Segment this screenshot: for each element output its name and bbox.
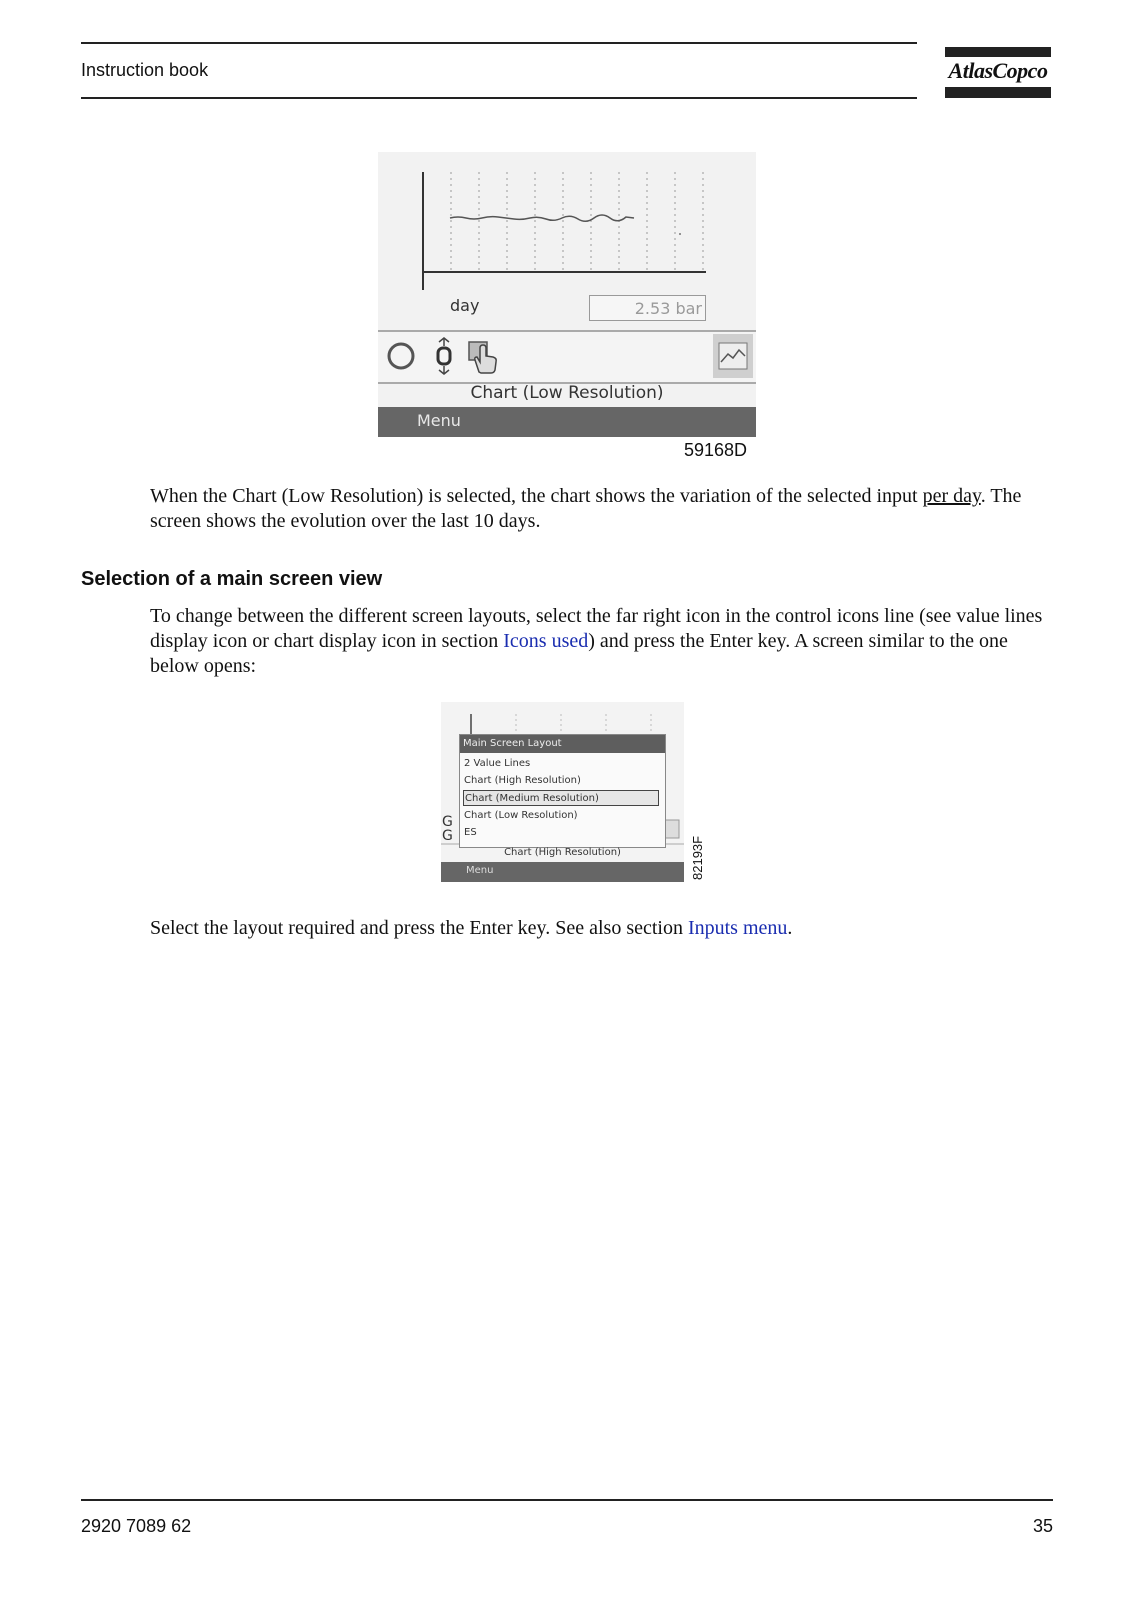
menu-label: Menu (417, 411, 461, 430)
header-bottom-rule (81, 97, 917, 99)
header-title: Instruction book (81, 60, 209, 80)
paragraph-low-resolution: When the Chart (Low Resolution) is selected, the chart shows the variation of the selected input per day. The screen shows the evolution over the last 10 days. (150, 485, 1022, 532)
main-screen-layout-screenshot (441, 702, 684, 882)
header-top-rule (81, 42, 917, 44)
paragraph-change-layout: To change between the different screen layouts, select the far right icon in the control icons line (see value lines display icon or chart display icon in section Icons used) and press the Enter key. A screen similar to the one below opens: (150, 605, 1043, 677)
figure-code: 82193F (690, 835, 705, 880)
link-icons-used[interactable]: Icons used (503, 630, 589, 652)
value-display: 2.53 bar (589, 295, 706, 321)
current-layout-label: Chart (High Resolution) (504, 847, 621, 858)
svg-text:G: G (442, 814, 453, 830)
svg-text:G: G (442, 828, 453, 844)
section-heading: Selection of a main screen view (81, 568, 383, 590)
footer-rule (81, 1499, 1053, 1501)
chart-display-icon (718, 342, 748, 370)
option-chart-high-resolution[interactable]: Chart (High Resolution) (464, 775, 581, 786)
document-number: 2920 7089 62 (81, 1516, 192, 1536)
chart-low-resolution-screenshot (378, 152, 756, 437)
menu-bar[interactable] (378, 407, 756, 437)
chart-series-line (450, 215, 634, 221)
popup-title: Main Screen Layout (460, 735, 665, 753)
control-icons-row (378, 330, 756, 384)
menu-bar[interactable] (441, 862, 684, 882)
option-2-value-lines[interactable]: 2 Value Lines (464, 758, 531, 769)
circle-icon (386, 341, 416, 371)
main-screen-layout-popup (459, 734, 666, 848)
hand-icon (467, 338, 499, 376)
page-number: 35 (1032, 1516, 1053, 1536)
spring-icon (433, 336, 455, 376)
option-chart-low-resolution[interactable]: Chart (Low Resolution) (464, 810, 578, 821)
paragraph-select-layout: Select the layout required and press the Enter key. See also section Inputs menu. (150, 917, 793, 939)
x-axis-label: day (450, 296, 480, 315)
option-chart-medium-resolution[interactable]: Chart (Medium Resolution) (463, 790, 659, 806)
chart-mode-label: Chart (Low Resolution) (470, 383, 664, 403)
chart-display-button[interactable] (713, 334, 753, 378)
link-inputs-menu[interactable]: Inputs menu (687, 917, 788, 939)
option-es[interactable]: ES (464, 827, 477, 838)
figure-code: 59168D (684, 440, 748, 460)
menu-label: Menu (466, 865, 494, 876)
